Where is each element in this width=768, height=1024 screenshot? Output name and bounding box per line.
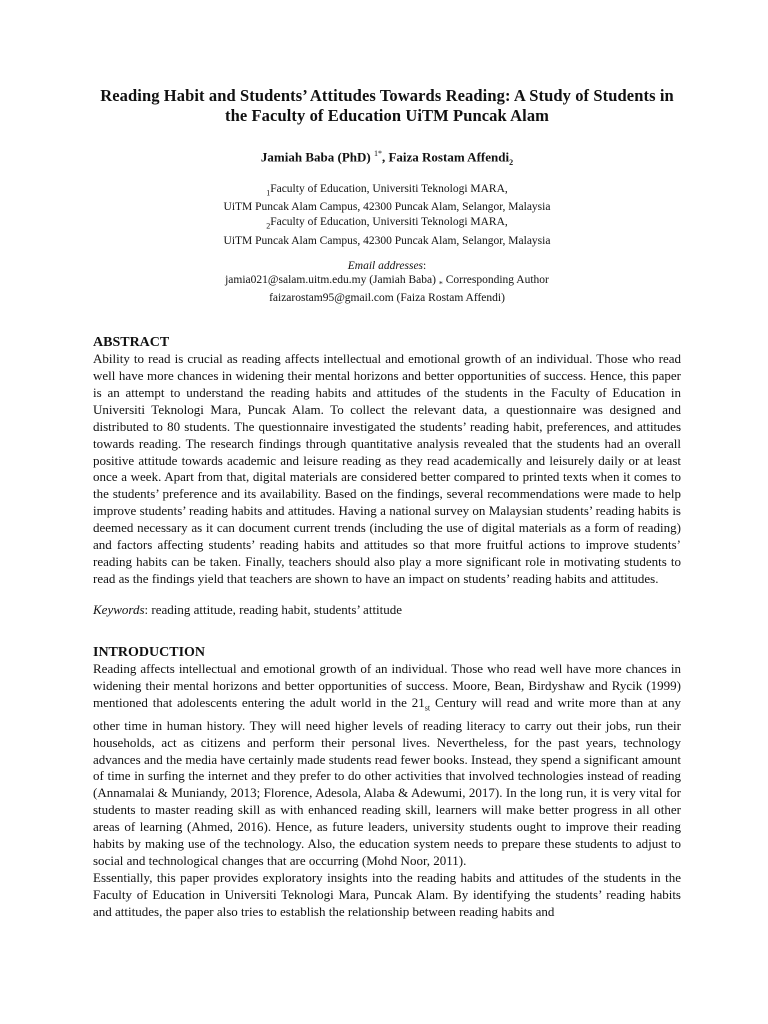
paper-title: Reading Habit and Students’ Attitudes Towards Reading: A Study of Students in the Faculty of Education UiTM Puncak Alam xyxy=(100,86,674,125)
email-label-line: Email addresses: xyxy=(347,259,427,272)
ordinal-suffix: st xyxy=(424,703,431,713)
corresponding-mark: * xyxy=(438,278,443,288)
affiliation-1-line-1: $_1$Faculty of Education, Universiti Teknologi MARA, xyxy=(266,182,508,198)
author-separator: , xyxy=(381,149,389,165)
paper-page xyxy=(93,86,681,921)
keywords-line xyxy=(93,601,681,618)
introduction-paragraph-2: Essentially, this paper provides exploratory insights into the reading habits and attitudes of the students in the Faculty of Education in Universiti Teknologi Mara, Puncak Alam. By identifying the students’ reading habits and attitudes, the paper also tries to establish the relationship between reading habits and xyxy=(93,870,681,920)
email-label: Email addresses xyxy=(347,259,424,272)
affiliation-2-line-1: $_2$Faculty of Education, Universiti Teknologi MARA, xyxy=(266,216,508,231)
keywords-label: Keywords xyxy=(93,602,145,618)
keywords-text: : reading attitude, reading habit, students’ attitude xyxy=(144,602,403,618)
author-2-mark: 2 xyxy=(509,157,514,167)
abstract-heading: ABSTRACT xyxy=(93,334,170,350)
affiliation-1-line-2: UiTM Puncak Alam Campus, 42300 Puncak Alam, Selangor, Malaysia xyxy=(223,201,551,214)
author-line xyxy=(93,146,681,171)
introduction-heading: INTRODUCTION xyxy=(93,645,206,661)
author-2: Faiza Rostam Affendi xyxy=(388,149,510,165)
email-block xyxy=(93,259,681,305)
email-line-1: jamia021@salam.uitm.edu.my (Jamiah Baba) $_*$ Corresponding Author xyxy=(225,273,549,288)
introduction-paragraph-1: Reading affects intellectual and emotional growth of an individual. Those who read well have more chances in widening their mental horizons and better opportunities of success. Moore, Bean, Birdyshaw and Rycik (1999) mentioned that adolescents entering the adult world in the $21_{st}$ Century will read and write more than at any other time in human history. They will need higher levels of reading literacy to carry out their jobs, run their households, act as citizens and perform their personal lives. Nevertheless, for the past years, technology advances and the media have certainly made students read fewer books. Instead, they spend a significant amount of time in surfing the internet and they prefer to do other activities that involved technologies instead of reading (Annamalai & Muniandy, 2013; Florence, Adesola, Alaba & Adewumi, 2017). In the long run, it is very vital for students to master reading skill as with enhanced reading skill, learners will make better progress in all other areas of learning (Ahmed, 2016). Hence, as future leaders, university students ought to improve their reading habits by making use of the technology. Also, the education system needs to prepare these students to adjust to social and technological changes that are occurring (Mohd Noor, 2011). xyxy=(93,661,681,869)
affiliation-2-mark: 2 xyxy=(266,221,271,231)
affiliations xyxy=(93,182,681,249)
abstract-text: Ability to read is crucial as reading affects intellectual and emotional growth of an individual. Those who read well have more chances in widening their mental horizons and better opportunities of success. Hence, this paper is an attempt to understand the reading habits and attitudes of the students in the Faculty of Education in Universiti Teknologi Mara, Puncak Alam. To collect the relevant data, a questionnaire was designed and distributed to 80 students. The questionnaire investigated the students’ reading habit, preferences, and attitudes towards reading. The research findings through quantitative analysis revealed that the students had an overall positive attitude towards academic and leisure reading as they read academically and leisurely daily or at least once a week. Apart from that, digital materials are considered better compared to printed texts when it comes to the students’ preference and its availability. Based on the findings, several recommendations were made to help improve students’ reading habits and attitudes. Having a national survey on Malaysian students’ reading habits is deemed necessary as it can document current trends (including the use of digital materials as a form of reading) and factors affecting students’ reading habits and attitudes so that more fruitful actions to improve students’ reading habits can be taken. Finally, teachers should also play a more significant role in motivating students to read as the findings yield that teachers are shown to have an impact on students’ reading habits and attitudes. xyxy=(93,350,681,587)
author-1: Jamiah Baba (PhD) xyxy=(260,149,374,165)
affiliation-2-line-2: UiTM Puncak Alam Campus, 42300 Puncak Alam, Selangor, Malaysia xyxy=(223,234,551,247)
email-line-2: faizarostam95@gmail.com (Faiza Rostam Affendi) xyxy=(269,291,505,304)
author-1-mark: 1* xyxy=(373,149,382,158)
affiliation-1-mark: 1 xyxy=(266,188,271,198)
